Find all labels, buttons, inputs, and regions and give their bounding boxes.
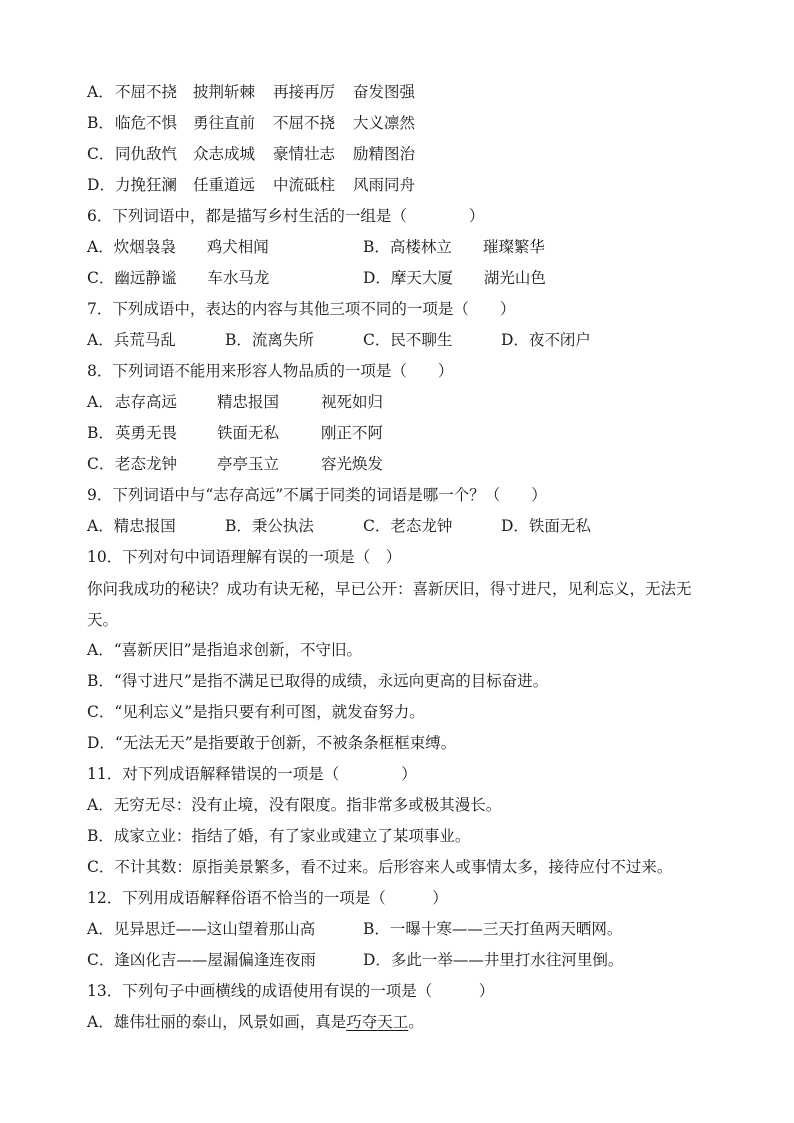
idiom: 不屈不挠 [115, 83, 178, 101]
idiom: 励精图治 [353, 145, 416, 163]
q12-stem: 12．下列用成语解释俗语不恰当的一项是（ ） [87, 889, 448, 907]
q6-option-a: A．炊烟袅袅 鸡犬相闻 [87, 238, 269, 256]
underlined-idiom: 巧夺天工 [346, 1013, 409, 1031]
q9-option-a: A．精忠报国 [87, 517, 176, 535]
q5-option-d [87, 171, 719, 202]
idiom: 精忠报国 [217, 393, 280, 411]
q11-option-c: C．不计其数：原指美景繁多，看不过来。后形容来人或事情太多，接待应付不过来。 [87, 858, 673, 876]
q7-option-b: B．流离失所 [225, 331, 314, 349]
q13-option-a-end: 。 [408, 1013, 424, 1031]
q7-option-a: A．兵荒马乱 [87, 331, 176, 349]
option-letter: C． [87, 145, 115, 163]
q8-option-c [87, 450, 719, 481]
idiom: 奋发图强 [353, 83, 416, 101]
q7-stem: 7．下列成语中，表达的内容与其他三项不同的一项是（ ） [87, 300, 516, 318]
q13-option-a-text: A．雄伟壮丽的泰山，风景如画，真是 [87, 1013, 347, 1031]
idiom: 临危不惧 [115, 114, 178, 132]
q8-option-a [87, 388, 719, 419]
q9-options [87, 512, 719, 543]
idiom: 老态龙钟 [115, 455, 178, 473]
q12-option-b: B．一曝十寒——三天打鱼两天晒网。 [363, 920, 623, 938]
q10-option-c: C．“见利忘义”是指只要有利可图，就发奋努力。 [87, 703, 425, 721]
idiom: 容光焕发 [321, 455, 384, 473]
idiom: 大义凛然 [353, 114, 416, 132]
q9-stem: 9．下列词语中与“志存高远”不属于同类的词语是哪一个？（ ） [87, 486, 547, 504]
option-letter: A． [87, 83, 114, 101]
idiom: 豪情壮志 [273, 145, 336, 163]
q9-option-d: D．铁面无私 [501, 517, 591, 535]
idiom: 披荆斩棘 [193, 83, 256, 101]
q5-option-c [87, 140, 719, 171]
idiom: 不屈不挠 [273, 114, 336, 132]
option-letter: A． [87, 393, 114, 411]
q10-stem: 10．下列对句中词语理解有误的一项是（ ） [87, 548, 402, 566]
idiom: 再接再厉 [273, 83, 336, 101]
idiom: 同仇敌忾 [115, 145, 178, 163]
q7-option-c: C．民不聊生 [363, 331, 453, 349]
q6-options-row1 [87, 233, 719, 264]
idiom: 亭亭玉立 [217, 455, 280, 473]
idiom: 铁面无私 [217, 424, 280, 442]
q6-option-d: D．摩天大厦 湖光山色 [363, 269, 546, 287]
q7-option-d: D．夜不闭户 [501, 331, 591, 349]
q13-stem: 13．下列句子中画横线的成语使用有误的一项是（ ） [87, 982, 495, 1000]
q12-option-d: D．多此一举——井里打水往河里倒。 [363, 951, 624, 969]
q10-passage: 你问我成功的秘诀？成功有诀无秘，早已公开：喜新厌旧，得寸进尺，见利忘义，无法无天。 [87, 580, 692, 629]
option-letter: C． [87, 455, 115, 473]
q12-options-row1 [87, 915, 719, 946]
q10-option-a: A．“喜新厌旧”是指追求创新，不守旧。 [87, 641, 363, 659]
q6-option-c: C．幽远静谧 车水马龙 [87, 269, 270, 287]
q11-option-b: B．成家立业：指结了婚，有了家业或建立了某项事业。 [87, 827, 471, 845]
q8-option-b [87, 419, 719, 450]
option-letter: B． [87, 114, 114, 132]
idiom: 风雨同舟 [353, 176, 416, 194]
option-letter: D． [87, 176, 115, 194]
q6-options-row2 [87, 264, 719, 295]
q9-option-b: B．秉公执法 [225, 517, 314, 535]
idiom: 刚正不阿 [321, 424, 384, 442]
idiom: 任重道远 [193, 176, 256, 194]
idiom: 视死如归 [321, 393, 384, 411]
q9-option-c: C．老态龙钟 [363, 517, 453, 535]
option-letter: B． [87, 424, 114, 442]
q11-stem: 11．对下列成语解释错误的一项是（ ） [87, 765, 417, 783]
q12-option-c: C．逢凶化吉——屋漏偏逢连夜雨 [87, 951, 316, 969]
idiom: 英勇无畏 [115, 424, 178, 442]
q12-options-row2 [87, 946, 719, 977]
q11-option-a: A．无穷无尽：没有止境，没有限度。指非常多或极其漫长。 [87, 796, 502, 814]
q5-option-a [87, 78, 719, 109]
idiom: 中流砥柱 [273, 176, 336, 194]
q8-stem: 8．下列词语不能用来形容人物品质的一项是（ ） [87, 362, 454, 380]
q7-options [87, 326, 719, 357]
worksheet-page [87, 78, 719, 1039]
q5-option-b [87, 109, 719, 140]
q10-option-b: B．“得寸进尺”是指不满足已取得的成绩，永远向更高的目标奋进。 [87, 672, 549, 690]
idiom: 众志成城 [193, 145, 256, 163]
idiom: 力挽狂澜 [115, 176, 178, 194]
q6-stem: 6．下列词语中，都是描写乡村生活的一组是（ ） [87, 207, 485, 225]
idiom: 志存高远 [115, 393, 178, 411]
idiom: 勇往直前 [193, 114, 256, 132]
q12-option-a: A．见异思迁——这山望着那山高 [87, 920, 316, 938]
q10-option-d: D．“无法无天”是指要敢于创新，不被条条框框束缚。 [87, 734, 457, 752]
q13-option-a [87, 1008, 719, 1039]
q6-option-b: B．高楼林立 璀璨繁华 [363, 238, 545, 256]
